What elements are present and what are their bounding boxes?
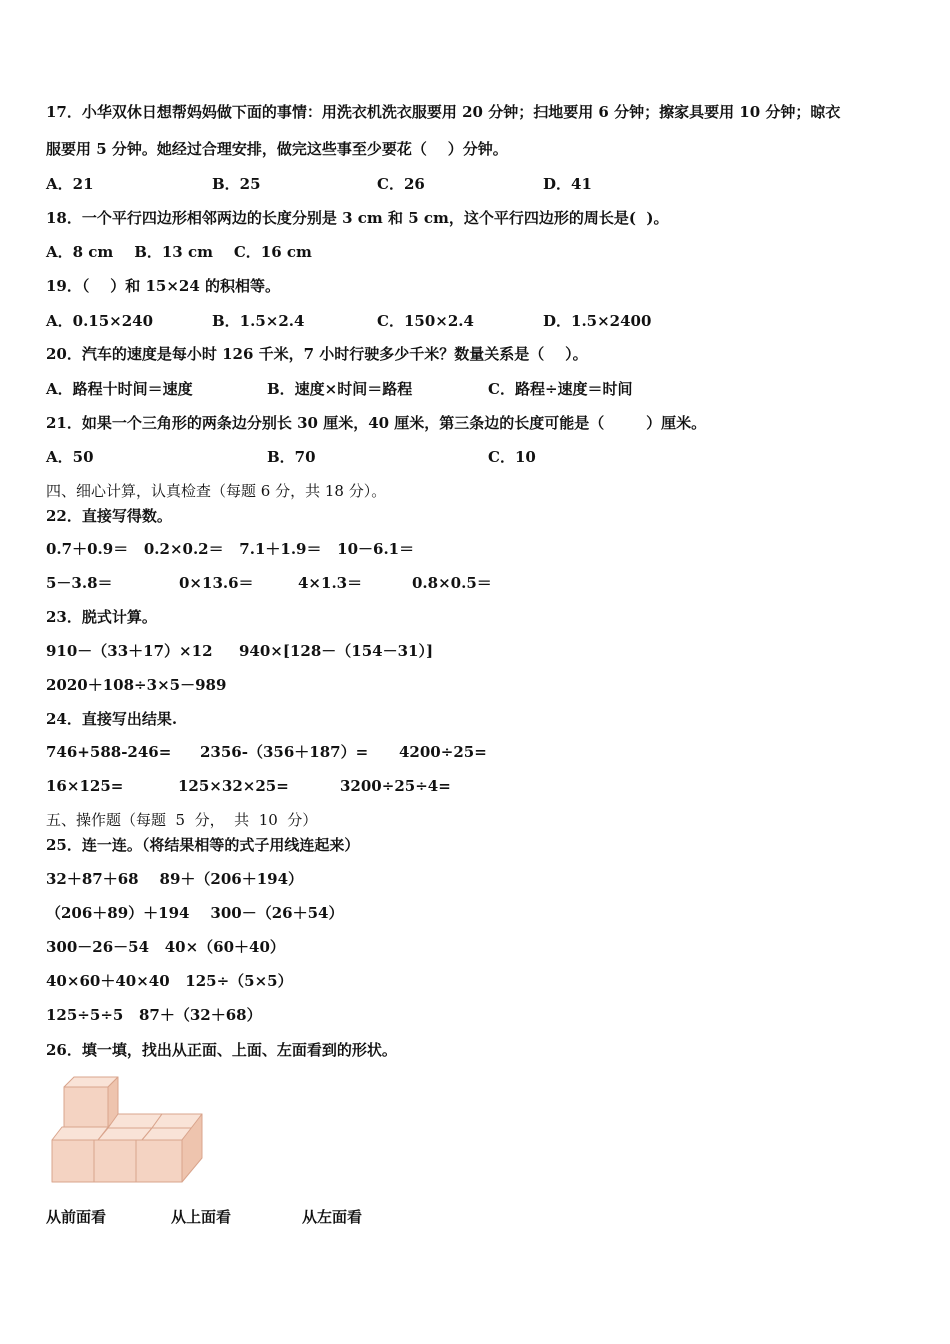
q19-option-d: D．1.5×2400 [543,312,652,330]
q17-option-d: D．41 [543,175,592,193]
q25-row: 40×60＋40×40 125÷（5×5） [46,972,293,990]
cube-figure-group [52,1077,202,1182]
q20-option-a: A．路程十时间＝速度 [46,380,193,398]
q25-row: 300－26－54 40×（60＋40） [46,938,285,956]
q17-stem-line2: 服要用 5 分钟。她经过合理安排，做完这些事至少要花（ ）分钟。 [46,140,508,158]
q23-expr: 2020＋108÷3×5－989 [46,676,227,694]
cube-front-face [94,1140,136,1182]
q25-row: 125÷5÷5 87＋（32＋68） [46,1006,262,1024]
view-label-front: 从前面看 [46,1208,107,1226]
cube-front-face [64,1087,108,1127]
q20-option-c: C．路程÷速度＝时间 [488,380,633,398]
q24-stem: 24．直接写出结果. [46,710,178,728]
q20-stem: 20．汽车的速度是每小时 126 千米，7 小时行驶多少千米？数量关系是（ ）。 [46,345,588,363]
q21-stem: 21．如果一个三角形的两条边分别长 30 厘米，40 厘米，第三条边的长度可能是（ ）厘米。 [46,414,707,432]
q19-option-c: C．150×2.4 [377,312,474,330]
q23-expr: 910－（33＋17）×12 [46,642,213,660]
q18-options: A．8 cm B．13 cm C．16 cm [46,243,312,261]
q17-option-c: C．26 [377,175,425,193]
q26-stem: 26．填一填，找出从正面、上面、左面看到的形状。 [46,1041,397,1059]
q20-option-b: B．速度×时间＝路程 [267,380,413,398]
q22-row1: 0.7＋0.9＝ 0.2×0.2＝ 7.1＋1.9＝ 10－6.1＝ [46,540,415,558]
q25-row: （206＋89）＋194 300－（26＋54） [46,904,344,922]
q22-item: 5－3.8＝ [46,574,113,592]
q22-stem: 22．直接写得数。 [46,507,172,525]
q24-item: 4200÷25= [399,743,487,761]
q24-item: 2356-（356＋187）= [200,743,369,761]
q22-item: 0×13.6＝ [179,574,254,592]
q21-option-a: A．50 [46,448,94,466]
q22-item: 0.8×0.5＝ [412,574,492,592]
cube-front-face [136,1140,182,1182]
q23-stem: 23．脱式计算。 [46,608,157,626]
q17-option-b: B．25 [212,175,261,193]
cube-stack-figure [46,1072,208,1187]
q24-item: 746+588-246= [46,743,172,761]
q19-stem: 19．（ ）和 15×24 的积相等。 [46,277,281,295]
q24-item: 16×125= [46,777,124,795]
section-4-heading: 四、细心计算，认真检查（每题 6 分，共 18 分）。 [46,482,387,500]
q21-option-c: C．10 [488,448,536,466]
q24-item: 3200÷25÷4= [340,777,451,795]
q25-stem: 25．连一连。（将结果相等的式子用线连起来） [46,836,360,854]
q19-option-b: B．1.5×2.4 [212,312,305,330]
q18-stem: 18．一个平行四边形相邻两边的长度分别是 3 cm 和 5 cm，这个平行四边形的周长是( )。 [46,209,669,227]
cube-front-face [52,1140,94,1182]
q21-option-b: B．70 [267,448,316,466]
q24-item: 125×32×25= [178,777,289,795]
q22-item: 4×1.3＝ [298,574,363,592]
q23-expr: 940×[128－（154－31）] [239,642,434,660]
section-5-heading: 五、操作题（每题 5 分， 共 10 分） [46,811,318,829]
q25-row: 32＋87＋68 89＋（206＋194） [46,870,304,888]
view-label-left: 从左面看 [302,1208,363,1226]
q17-stem-line1: 17．小华双休日想帮妈妈做下面的事情：用洗衣机洗衣服要用 20 分钟；扫地要用 6 分钟；擦家具要用 10 分钟；晾衣 [46,103,841,121]
view-label-top: 从上面看 [171,1208,232,1226]
q17-option-a: A．21 [46,175,94,193]
q19-option-a: A．0.15×240 [46,312,154,330]
